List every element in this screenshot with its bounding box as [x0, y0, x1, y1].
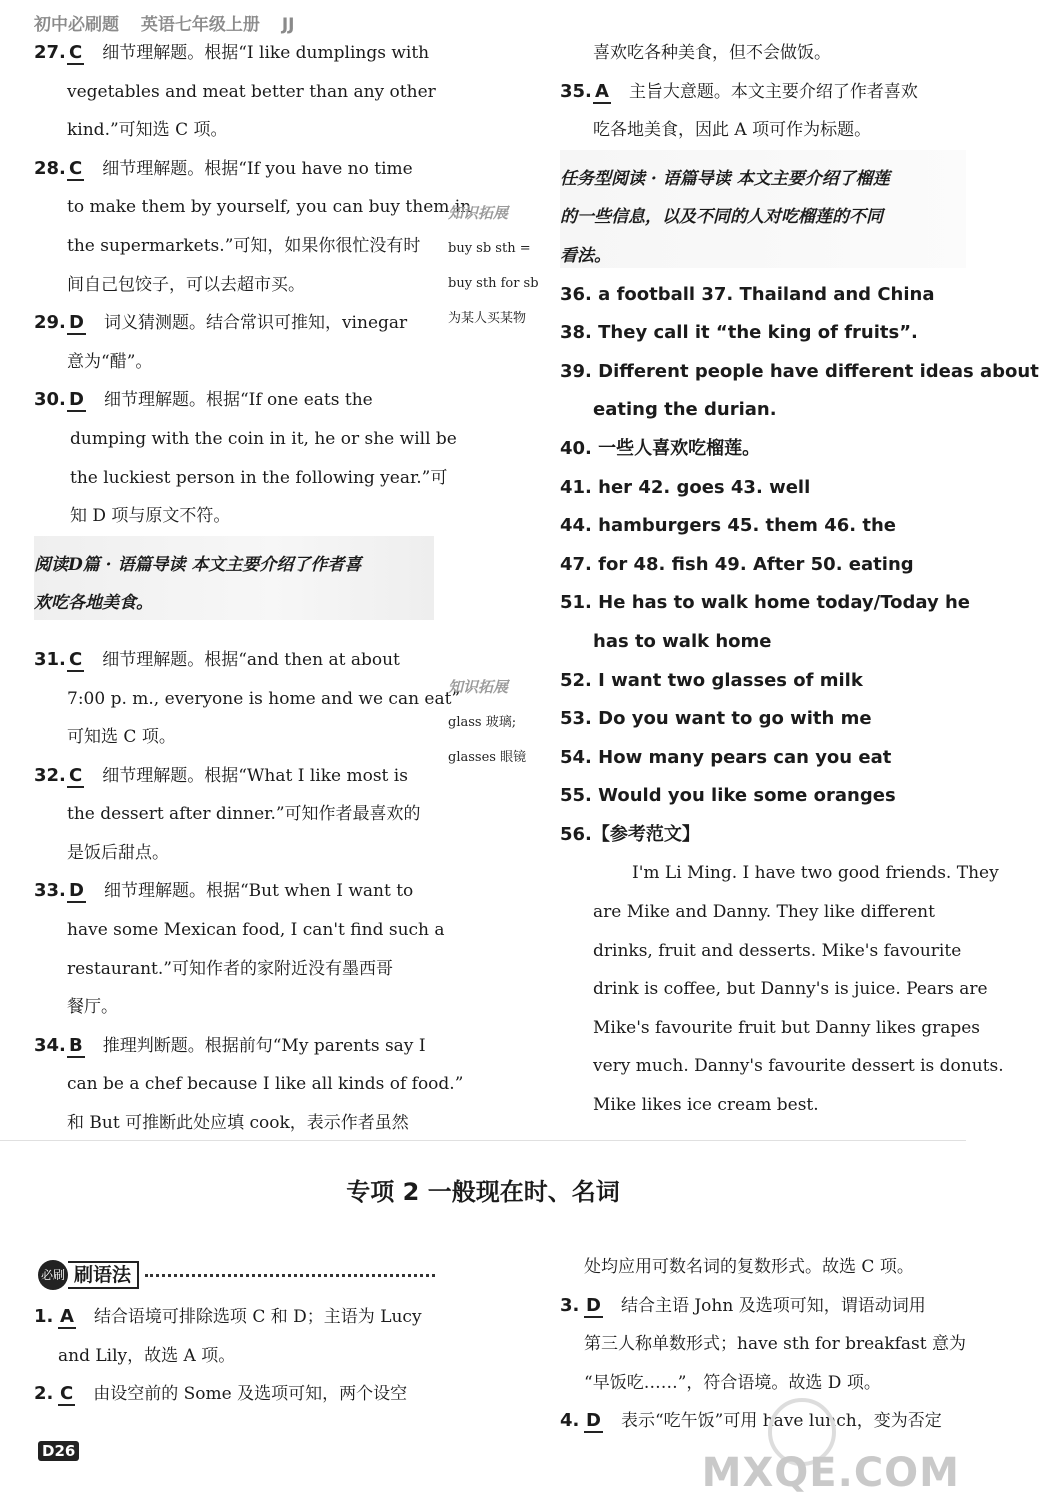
grammar-badge [38, 1260, 435, 1290]
answer-letter: D [69, 312, 84, 334]
item-number: 4. [560, 1410, 580, 1432]
answer-line: 53. Do you want to go with me [560, 708, 872, 730]
item-number: 2. [34, 1383, 54, 1405]
answer-text: 推理判断题。根据前句“My parents say I [102, 1035, 426, 1056]
answer-text: 第三人称单数形式；have sth for breakfast 意为 [584, 1334, 967, 1355]
answer-text: vegetables and meat better than any other [67, 81, 436, 102]
side-note-buy [448, 196, 554, 336]
answer-item-2 [34, 1375, 442, 1414]
answer-text: kind.”可知选 C 项。 [67, 120, 228, 141]
answer-text: dumping with the coin in it, he or she will be [70, 428, 457, 449]
answer-text: 和 But 可推断此处应填 cook，表示作者虽然 [67, 1113, 409, 1134]
answer-text: 细节理解题。根据“and then at about [102, 649, 400, 670]
answer-text: 细节理解题。根据“If you have no time [102, 158, 413, 179]
header-book: 初中必刷题 [34, 15, 119, 35]
answer-letter: C [69, 42, 83, 63]
bottom-left-column [34, 1298, 442, 1414]
side-note-glass [448, 670, 554, 775]
answer-line: 54. How many pears can you eat [560, 746, 892, 768]
essay-line: Mike likes ice cream best. [593, 1095, 819, 1116]
answer-text: 细节理解题。根据“What I like most is [102, 765, 408, 786]
answer-line: 41. her 42. goes 43. well [560, 476, 811, 498]
answer-text: and Lily，故选 A 项。 [58, 1345, 236, 1366]
answer-line: 38. They call it “the king of fruits”. [560, 322, 918, 344]
answer-line: eating the durian. [593, 399, 777, 421]
answer-item-35 [560, 73, 966, 150]
answer-text: the dessert after dinner.”可知作者最喜欢的 [67, 804, 421, 825]
answer-text: restaurant.”可知作者的家附近没有墨西哥 [67, 958, 393, 979]
answer-line: 39. Different people have different ideas about [560, 360, 1039, 382]
item-number: 1. [34, 1306, 54, 1327]
side-note-text: buy sth for sb [448, 276, 539, 291]
answer-letter: D [69, 389, 84, 411]
continued-text: 喜欢吃各种美食，但不会做饭。 [593, 43, 831, 63]
guide-text: 看法。 [560, 245, 611, 266]
answer-text: 主旨大意题。本文主要介绍了作者喜欢 [628, 81, 918, 102]
answer-text: have some Mexican food, I can't find such a [67, 920, 445, 941]
essay-line: very much. Danny's favourite dessert is donuts. [593, 1056, 1004, 1077]
guide-text: 任务型阅读 · 语篇导读 本文主要介绍了榴莲 [560, 168, 890, 189]
item-number: 33. [34, 880, 66, 902]
essay-line: are Mike and Danny. They like different [593, 902, 935, 923]
answer-text: 吃各地美食，因此 A 项可作为标题。 [593, 120, 872, 141]
answer-text: 表示“吃午饭”可用 have lunch，变为否定 [620, 1411, 942, 1432]
answer-letter: A [60, 1306, 74, 1327]
answer-text: 由设空前的 Some 及选项可知，两个设空 [93, 1384, 408, 1405]
header-edition: JJ [281, 15, 295, 35]
essay-line: I'm Li Ming. I have two good friends. They [632, 863, 999, 884]
item-number: 31. [34, 648, 66, 670]
answer-letter: D [586, 1294, 601, 1316]
side-note-title: 知识拓展 [448, 204, 509, 222]
answer-item-34 [34, 1027, 464, 1143]
side-note-text: glasses 眼镜 [448, 750, 527, 765]
answer-line: 55. Would you like some oranges [560, 785, 896, 807]
answer-text: 知 D 项与原文不符。 [70, 506, 231, 527]
sample-essay [560, 854, 1004, 1124]
answer-text: 结合主语 John 及选项可知，谓语动词用 [620, 1295, 926, 1316]
essay-line: drinks, fruit and desserts. Mike's favourite [593, 940, 962, 961]
watermark: MXQE.COM [701, 1450, 960, 1496]
answer-text: 可知选 C 项。 [67, 727, 176, 748]
answer-text: 意为“醋”。 [67, 351, 153, 372]
item-number: 34. [34, 1034, 66, 1056]
answer-item-27 [34, 34, 442, 150]
answer-text: 7:00 p. m., everyone is home and we can eat” [67, 688, 461, 709]
guide-text: 欢吃各地美食。 [34, 593, 153, 614]
answer-text: 间自己包饺子，可以去超市买。 [67, 274, 305, 295]
section-title: 专项 2 一般现在时、名词 [346, 1178, 620, 1206]
item-number: 32. [34, 764, 66, 786]
answer-text: to make them by yourself, you can buy them in [67, 197, 472, 218]
answer-text: 细节理解题。根据“If one eats the [103, 390, 373, 411]
answer-letter: D [586, 1410, 601, 1432]
item-number: 3. [560, 1294, 580, 1316]
answer-letter: B [69, 1034, 83, 1056]
header-subject: 英语七年级上册 [140, 15, 260, 35]
answer-line: 47. for 48. fish 49. After 50. eating [560, 553, 914, 575]
item-number: 28. [34, 157, 66, 179]
answer-line: 36. a football 37. Thailand and China [560, 283, 935, 305]
answer-text: 结合语境可排除选项 C 和 D；主语为 Lucy [93, 1307, 422, 1327]
answer-letter: C [60, 1383, 74, 1405]
answer-line: 51. He has to walk home today/Today he [560, 592, 970, 614]
answer-letter: C [69, 764, 83, 786]
running-header [34, 10, 311, 35]
item-number: 30. [34, 389, 66, 411]
badge-icon: 必刷 [38, 1260, 68, 1290]
item-number: 35. [560, 80, 592, 102]
guide-text: 阅读D篇 · 语篇导读 本文主要介绍了作者喜 [34, 554, 362, 575]
answer-line: 56.【参考范文】 [560, 823, 700, 845]
reading-guide-d [34, 546, 442, 623]
answer-text: 细节理解题。根据“But when I want to [103, 881, 414, 902]
answer-item-4 [560, 1402, 966, 1441]
answer-text: the supermarkets.”可知，如果你很忙没有时 [67, 235, 421, 256]
side-note-text: 为某人买某物 [448, 311, 527, 326]
answer-item-30 [34, 381, 457, 535]
answer-text: 细节理解题。根据“I like dumplings with [102, 43, 430, 63]
answer-list [560, 276, 1039, 855]
answer-item-3 [560, 1287, 966, 1403]
answer-text: 餐厅。 [67, 997, 118, 1018]
answer-line: 40. 一些人喜欢吃榴莲。 [560, 437, 761, 459]
answer-text: can be a chef because I like all kinds of food.” [67, 1074, 464, 1095]
side-note-text: buy sb sth = [448, 241, 531, 256]
answer-line: 44. hamburgers 45. them 46. the [560, 515, 896, 537]
page-number: D26 [38, 1441, 79, 1461]
answer-letter: C [69, 157, 83, 179]
left-column [34, 34, 472, 1143]
section-divider [0, 1140, 966, 1141]
essay-line: drink is coffee, but Danny's is juice. Pears are [593, 979, 988, 1000]
answer-item-33 [34, 872, 445, 1026]
answer-text: 是饭后甜点。 [67, 842, 169, 863]
side-note-text: glass 玻璃; [448, 715, 517, 730]
right-column [560, 34, 1039, 1125]
dotted-leader [145, 1274, 435, 1277]
answer-letter: D [69, 880, 84, 902]
answer-text: the luckiest person in the following year.”可 [70, 467, 448, 488]
answer-item-31 [34, 641, 461, 757]
answer-item-32 [34, 757, 442, 873]
task-reading-guide [560, 160, 966, 276]
side-note-title: 知识拓展 [448, 678, 509, 696]
answer-letter: C [69, 648, 83, 670]
guide-text: 的一些信息，以及不同的人对吃榴莲的不同 [560, 207, 883, 228]
answer-text: 词义猜测题。结合常识可推知，vinegar [103, 313, 408, 334]
answer-item-1 [34, 1298, 442, 1375]
badge-label: 刷语法 [68, 1261, 139, 1289]
answer-letter: A [595, 80, 609, 102]
answer-item-29 [34, 304, 442, 381]
continued-text: 处均应用可数名词的复数形式。故选 C 项。 [584, 1257, 914, 1277]
answer-item-28 [34, 150, 472, 304]
answer-text: “早饭吃……”，符合语境。故选 D 项。 [584, 1372, 881, 1393]
answer-line: has to walk home [593, 630, 772, 652]
item-number: 27. [34, 42, 66, 63]
essay-line: Mike's favourite fruit but Danny likes grapes [593, 1017, 981, 1038]
item-number: 29. [34, 312, 66, 334]
answer-line: 52. I want two glasses of milk [560, 669, 863, 691]
bottom-right-column [560, 1248, 966, 1441]
